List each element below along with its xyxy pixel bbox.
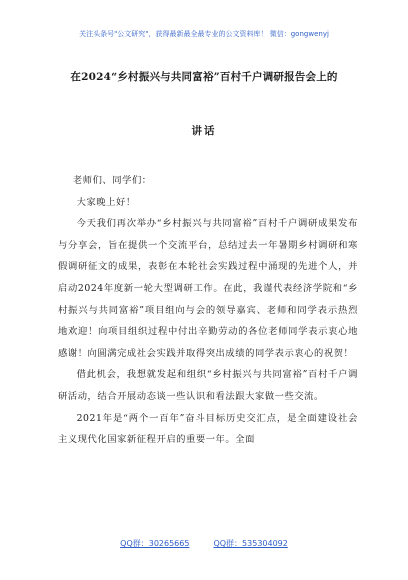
paragraph: 今天我们再次举办“乡村振兴与共同富裕”百村千户调研成果发布与分享会，旨在提供一个交流平台，总结过去一年暑期乡村调研和寒假调研征文的成果，表彰在本轮社会实践过程中涌现的先进个人，并启动2024年度新一轮大型调研工作。在此，我谨代表经济学院和“乡村振兴与共同富裕”项目组向与会的领导嘉宾、老师和同学表示热烈地欢迎！向项目组织过程中付出辛勤劳动的各位老师同学表示衷心地感谢！向圆满完成社会实践并取得突出成绩的同学表示衷心的祝贺！	[58, 218, 358, 359]
qq-group-link-1[interactable]: QQ群：30265665	[120, 539, 190, 548]
qq-group-link-2[interactable]: QQ群：535304092	[213, 539, 288, 548]
document-title: 在2024“乡村振兴与共同富裕”百村千户调研报告会上的	[70, 71, 338, 83]
footer	[0, 538, 408, 549]
salutation: 老师们、同学们：	[72, 175, 152, 186]
document-body	[58, 170, 358, 451]
header-banner: 关注头条号"公文研究"，获得最新最全最专业的公文资料库！ 微信：gongwenyj	[79, 30, 329, 38]
paragraph: 2021年是“两个一百年”奋斗目标历史交汇点，是全面建设社会主义现代化国家新征程开启的重要一年。全面	[58, 412, 358, 446]
paragraph: 借此机会，我想就发起和组织“乡村振兴与共同富裕”百村千户调研活动，结合开展动态谈一些认识和看法跟大家做一些交流。	[58, 369, 358, 402]
document-subtitle: 讲话	[191, 125, 217, 137]
greeting: 大家晚上好！	[76, 196, 136, 208]
